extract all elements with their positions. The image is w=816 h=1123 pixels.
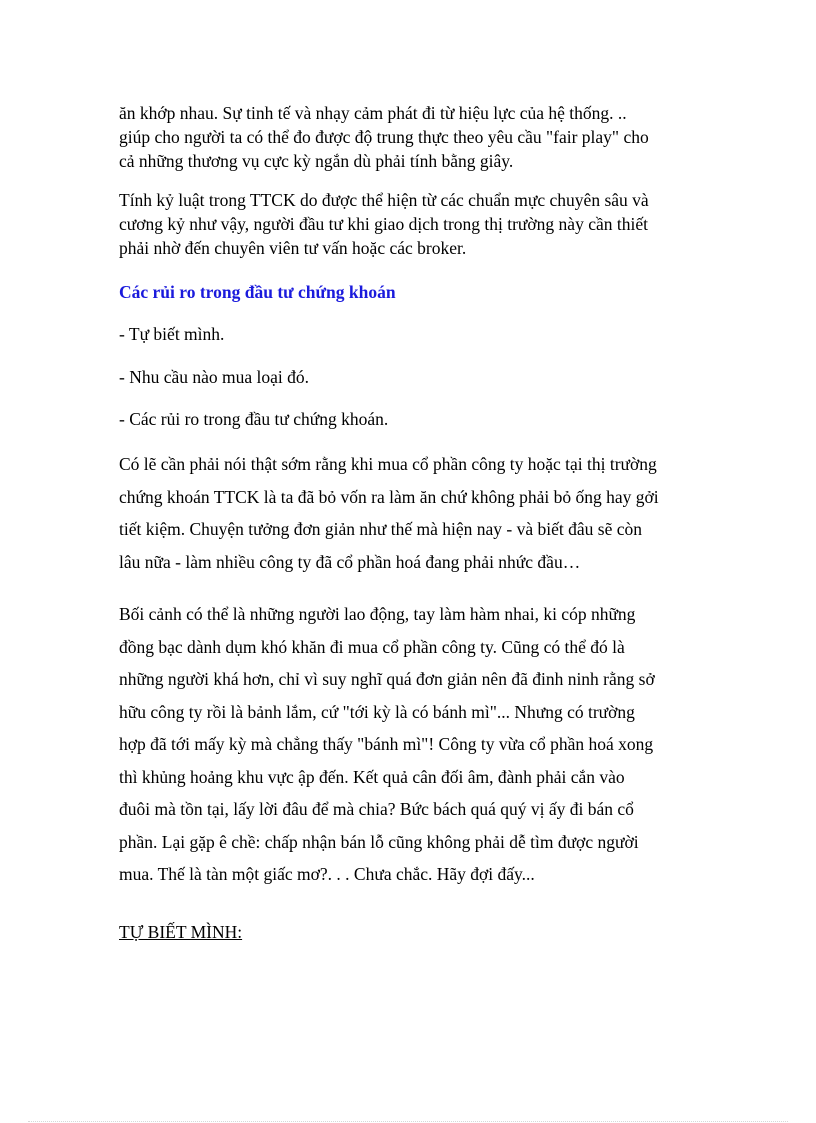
paragraph-line: Tính kỷ luật trong TTCK do được thể hiện từ các chuẩn mực chuyên sâu và	[119, 190, 649, 210]
paragraph-line: lâu nữa - làm nhiều công ty đã cổ phần hoá đang phải nhức đầu…	[119, 552, 581, 573]
paragraph-line: Có lẽ cần phải nói thật sớm rằng khi mua cổ phần công ty hoặc tại thị trường	[119, 454, 657, 474]
paragraph-line: giúp cho người ta có thể đo được độ trung thực theo yêu cầu "fair play" cho	[119, 127, 649, 147]
bullet-item: - Tự biết mình.	[119, 324, 225, 344]
paragraph-line: cương kỷ như vậy, người đầu tư khi giao dịch trong thị trường này cần thiết	[119, 214, 648, 234]
paragraph-line: những người khá hơn, chỉ vì suy nghĩ quá đơn giản nên đã đinh ninh rằng sở	[119, 669, 655, 689]
section-heading: Các rủi ro trong đầu tư chứng khoán	[119, 282, 396, 302]
bullet-item: - Các rủi ro trong đầu tư chứng khoán.	[119, 409, 389, 429]
paragraph-line: mua. Thế là tàn một giấc mơ?. . . Chưa chắc. Hãy đợi đấy...	[119, 864, 535, 884]
bullet-item: - Nhu cầu nào mua loại đó.	[119, 367, 310, 387]
paragraph-line: cả những thương vụ cực kỳ ngắn dù phải tính bằng giây.	[119, 151, 514, 171]
paragraph-line: chứng khoán TTCK là ta đã bỏ vốn ra làm ăn chứ không phải bỏ ống hay gởi	[119, 486, 659, 507]
paragraph-line: phải nhờ đến chuyên viên tư vấn hoặc các broker.	[119, 238, 467, 258]
paragraph-line: thì khủng hoảng khu vực ập đến. Kết quả cân đối âm, đành phải cắn vào	[119, 766, 625, 787]
paragraph-line: hữu công ty rồi là bảnh lắm, cứ "tới kỳ là có bánh mì"... Nhưng có trường	[119, 701, 635, 722]
paragraph-3	[119, 448, 719, 579]
paragraph-line: tiết kiệm. Chuyện tưởng đơn giản như thế mà hiện nay - và biết đâu sẽ còn	[119, 519, 642, 540]
paragraph-1	[119, 101, 719, 173]
paragraph-line: Bối cảnh có thể là những người lao động, tay làm hàm nhai, ki cóp những	[119, 604, 636, 624]
subheading: TỰ BIẾT MÌNH:	[119, 922, 243, 942]
paragraph-line: phần. Lại gặp ê chề: chấp nhận bán lỗ cũng không phải dễ tìm được người	[119, 831, 639, 852]
page-bottom-divider	[28, 1121, 788, 1122]
paragraph-4	[119, 598, 719, 891]
paragraph-line: đồng bạc dành dụm khó khăn đi mua cổ phần công ty. Cũng có thể đó là	[119, 636, 625, 657]
paragraph-line: đuôi mà tồn tại, lấy lời đâu để mà chia? Bức bách quá quý vị ấy đi bán cổ	[119, 799, 634, 819]
paragraph-2	[119, 188, 719, 260]
paragraph-line: ăn khớp nhau. Sự tinh tế và nhạy cảm phát đi từ hiệu lực của hệ thống. ..	[119, 103, 627, 123]
paragraph-line: hợp đã tới mấy kỳ mà chẳng thấy "bánh mì"! Công ty vừa cổ phần hoá xong	[119, 734, 654, 754]
